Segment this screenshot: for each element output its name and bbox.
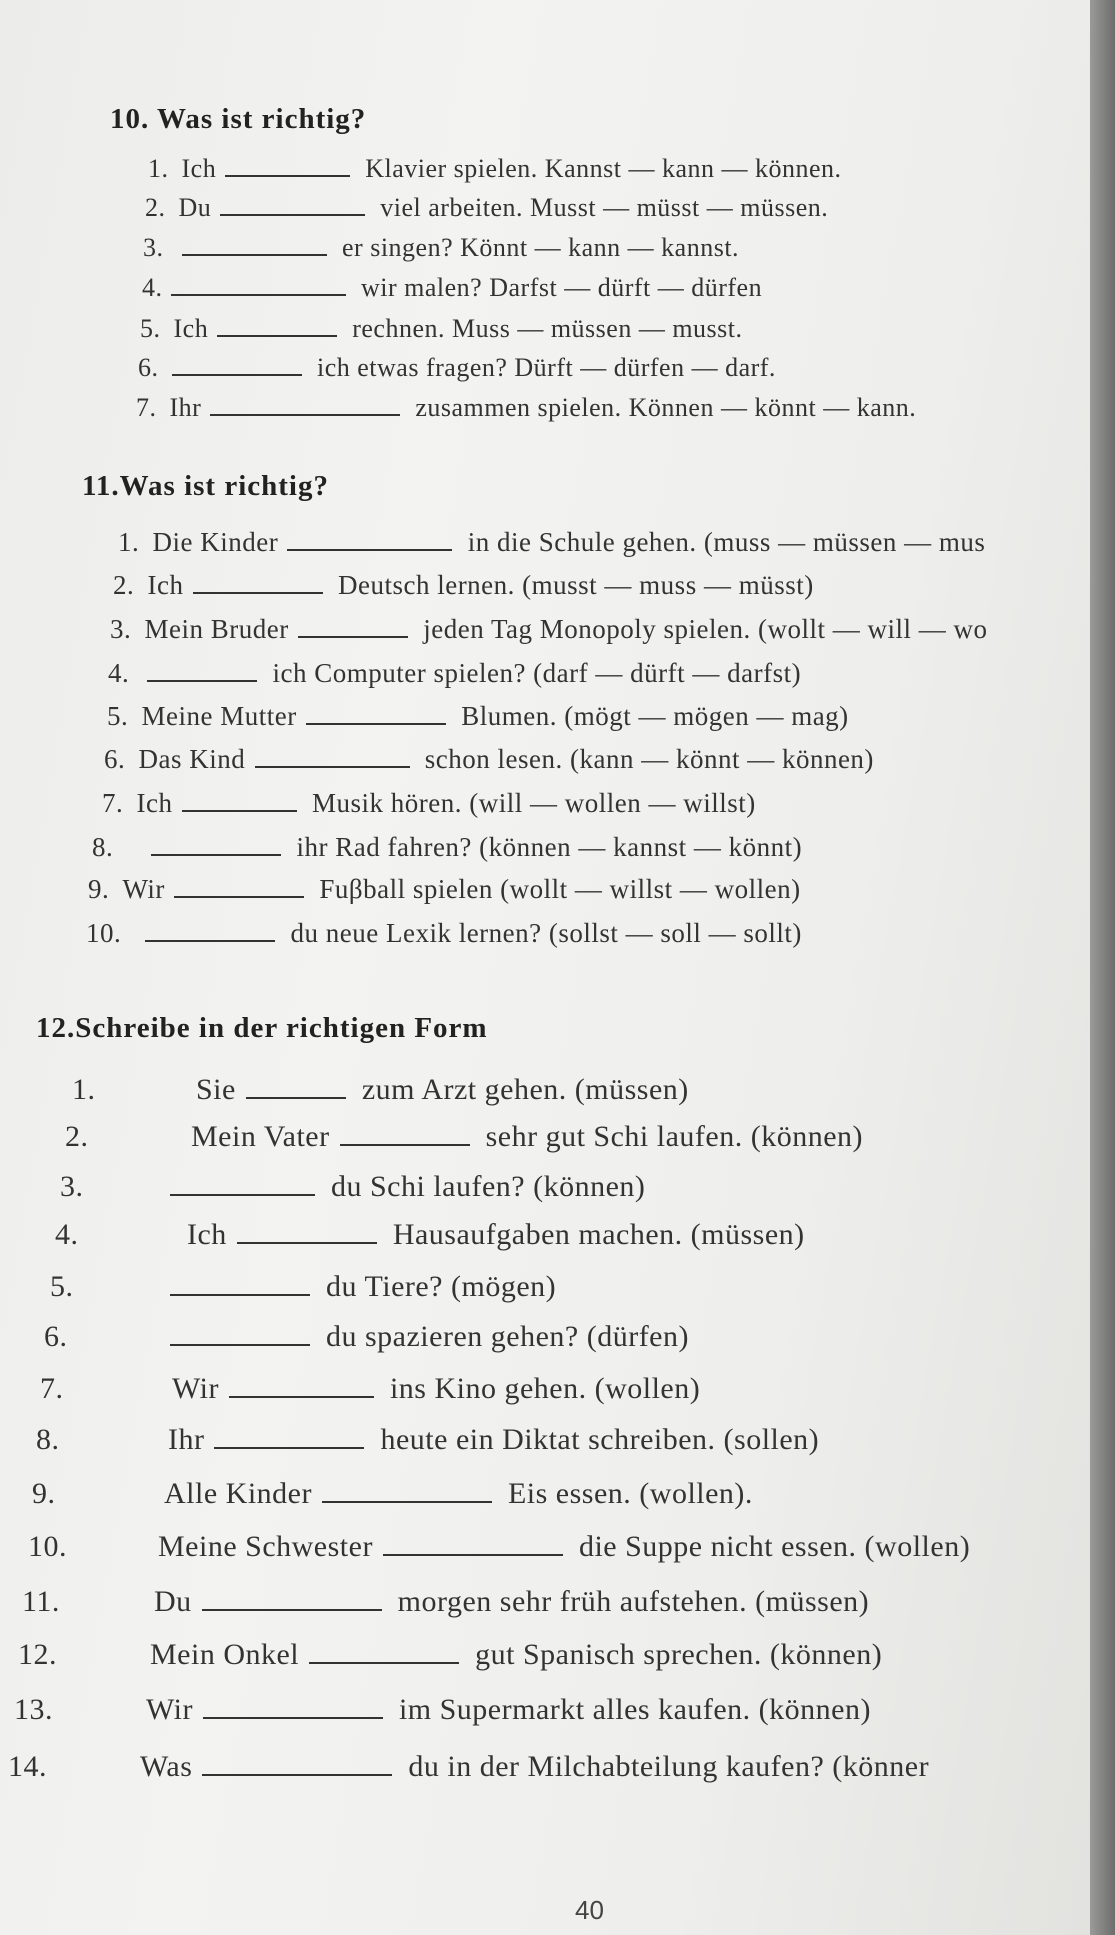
item-number: 3. bbox=[110, 614, 132, 644]
answer-blank[interactable] bbox=[225, 153, 350, 177]
answer-blank[interactable] bbox=[340, 1122, 470, 1146]
answer-blank[interactable] bbox=[220, 192, 365, 216]
item-number: 1. bbox=[118, 527, 140, 557]
answer-blank[interactable] bbox=[322, 1479, 492, 1503]
item-number: 1. bbox=[72, 1073, 96, 1106]
answer-blank[interactable] bbox=[172, 352, 302, 376]
item-number: 4. bbox=[142, 273, 163, 302]
item-subject: Was bbox=[140, 1750, 193, 1783]
item-text: sehr gut Schi laufen. (können) bbox=[485, 1120, 863, 1153]
section-11-title: 11.Was ist richtig? bbox=[82, 470, 329, 502]
item-text: zusammen spielen. Können — könnt — kann. bbox=[415, 393, 917, 422]
item-subject: Wir bbox=[122, 874, 165, 904]
s10-item-1 bbox=[148, 153, 842, 184]
s10-item-2 bbox=[145, 192, 828, 223]
s12-item-6 bbox=[44, 1320, 689, 1354]
item-text: du Schi laufen? (können) bbox=[331, 1170, 646, 1203]
item-text: Fuβball spielen (wollt — willst — wollen) bbox=[319, 874, 801, 904]
page-edge-shadow bbox=[1090, 0, 1115, 1935]
item-subject: Ich bbox=[173, 314, 209, 343]
page-number: 40 bbox=[575, 1895, 604, 1925]
answer-blank[interactable] bbox=[182, 788, 297, 812]
item-number: 8. bbox=[36, 1423, 60, 1456]
item-text: Klavier spielen. Kannst — kann — können. bbox=[365, 154, 842, 183]
item-subject: Du bbox=[178, 193, 212, 222]
item-text: in die Schule gehen. (muss — müssen — mus bbox=[467, 527, 986, 557]
answer-blank[interactable] bbox=[309, 1640, 459, 1664]
section-10-title: 10. Was ist richtig? bbox=[110, 103, 367, 135]
item-subject: Meine Mutter bbox=[141, 701, 297, 731]
item-text: rechnen. Muss — müssen — musst. bbox=[352, 314, 743, 343]
item-number: 4. bbox=[55, 1218, 79, 1251]
item-number: 10. bbox=[86, 918, 122, 948]
item-text: Deutsch lernen. (musst — muss — müsst) bbox=[337, 570, 814, 600]
item-subject: Ich bbox=[136, 788, 173, 818]
item-number: 7. bbox=[136, 393, 157, 422]
item-number: 2. bbox=[65, 1120, 89, 1153]
answer-blank[interactable] bbox=[151, 832, 281, 856]
item-text: morgen sehr früh aufstehen. (müssen) bbox=[397, 1585, 870, 1618]
s11-item-4 bbox=[108, 658, 801, 689]
s12-item-3 bbox=[60, 1170, 645, 1204]
item-text: viel arbeiten. Musst — müsst — müssen. bbox=[380, 193, 829, 222]
item-text: Eis essen. (wollen). bbox=[507, 1477, 753, 1510]
item-text: im Supermarkt alles kaufen. (können) bbox=[398, 1693, 871, 1726]
answer-blank[interactable] bbox=[170, 1172, 315, 1196]
item-text: du neue Lexik lernen? (sollst — soll — sollt) bbox=[290, 918, 802, 948]
item-number: 7. bbox=[102, 788, 124, 818]
s12-item-4 bbox=[55, 1218, 805, 1252]
s10-item-3 bbox=[143, 232, 739, 263]
s12-item-7 bbox=[40, 1372, 700, 1406]
item-number: 5. bbox=[140, 314, 161, 343]
s11-item-8 bbox=[92, 832, 802, 863]
item-number: 10. bbox=[28, 1530, 67, 1563]
s12-item-1 bbox=[72, 1073, 689, 1107]
item-subject: Du bbox=[154, 1585, 192, 1618]
item-text: gut Spanisch sprechen. (können) bbox=[475, 1638, 883, 1671]
item-text: Musik hören. (will — wollen — willst) bbox=[311, 788, 756, 818]
item-text: jeden Tag Monopoly spielen. (wollt — will — wo bbox=[423, 614, 988, 644]
item-text: heute ein Diktat schreiben. (sollen) bbox=[380, 1423, 820, 1456]
item-subject: Mein Bruder bbox=[144, 614, 289, 644]
answer-blank[interactable] bbox=[145, 918, 275, 942]
item-number: 3. bbox=[60, 1170, 84, 1203]
item-subject: Alle Kinder bbox=[164, 1477, 312, 1510]
item-number: 5. bbox=[107, 701, 129, 731]
item-number: 5. bbox=[50, 1270, 74, 1303]
item-text: du in der Milchabteilung kaufen? (könner bbox=[408, 1750, 930, 1783]
s11-item-9 bbox=[88, 874, 801, 905]
item-number: 9. bbox=[32, 1477, 56, 1510]
item-text: ihr Rad fahren? (können — kannst — könnt) bbox=[296, 832, 803, 862]
s10-item-5 bbox=[140, 313, 743, 344]
item-subject: Meine Schwester bbox=[158, 1530, 373, 1563]
item-subject: Das Kind bbox=[138, 744, 246, 774]
item-number: 3. bbox=[143, 233, 164, 262]
item-text: ich etwas fragen? Dürft — dürfen — darf. bbox=[317, 353, 776, 382]
s11-item-10 bbox=[86, 918, 802, 949]
answer-blank[interactable] bbox=[298, 614, 408, 638]
item-subject: Ihr bbox=[168, 1423, 205, 1456]
item-number: 14. bbox=[8, 1750, 47, 1783]
s12-item-8 bbox=[36, 1423, 819, 1457]
item-text: du Tiere? (mögen) bbox=[326, 1270, 557, 1303]
answer-blank[interactable] bbox=[287, 527, 452, 551]
item-subject: Ich bbox=[147, 570, 184, 600]
item-subject: Die Kinder bbox=[152, 527, 279, 557]
answer-blank[interactable] bbox=[214, 1425, 364, 1449]
s12-item-5 bbox=[50, 1270, 556, 1304]
item-subject: Ihr bbox=[169, 393, 202, 422]
answer-blank[interactable] bbox=[202, 1587, 382, 1611]
item-number: 6. bbox=[138, 353, 159, 382]
answer-blank[interactable] bbox=[202, 1752, 392, 1776]
item-text: zum Arzt gehen. (müssen) bbox=[361, 1073, 689, 1106]
s11-item-6 bbox=[104, 744, 874, 775]
item-text: Hausaufgaben machen. (müssen) bbox=[392, 1218, 805, 1251]
item-text: wir malen? Darfst — dürft — dürfen bbox=[361, 273, 763, 302]
answer-blank[interactable] bbox=[193, 570, 323, 594]
s12-item-12 bbox=[18, 1638, 882, 1672]
s12-item-10 bbox=[28, 1530, 970, 1564]
item-text: er singen? Könnt — kann — kannst. bbox=[342, 233, 740, 262]
answer-blank[interactable] bbox=[255, 744, 410, 768]
s12-item-14 bbox=[8, 1750, 929, 1784]
s11-item-5 bbox=[107, 701, 849, 732]
s11-item-1 bbox=[118, 527, 985, 558]
item-text: du spazieren gehen? (dürfen) bbox=[326, 1320, 689, 1353]
s11-item-7 bbox=[102, 788, 756, 819]
s12-item-11 bbox=[22, 1585, 869, 1619]
answer-blank[interactable] bbox=[217, 313, 337, 337]
item-number: 13. bbox=[14, 1693, 53, 1726]
item-number: 1. bbox=[148, 154, 169, 183]
s12-item-2 bbox=[65, 1120, 863, 1154]
item-subject: Sie bbox=[196, 1073, 236, 1106]
item-subject: Wir bbox=[172, 1372, 219, 1405]
answer-blank[interactable] bbox=[210, 392, 400, 416]
s11-item-2 bbox=[113, 570, 814, 601]
answer-blank[interactable] bbox=[174, 874, 304, 898]
s12-item-13 bbox=[14, 1693, 871, 1727]
item-text: ich Computer spielen? (darf — dürft — darfst) bbox=[272, 658, 802, 688]
answer-blank[interactable] bbox=[171, 272, 346, 296]
answer-blank[interactable] bbox=[383, 1532, 563, 1556]
answer-blank[interactable] bbox=[306, 701, 446, 725]
s10-item-7 bbox=[136, 392, 916, 423]
item-number: 2. bbox=[113, 570, 135, 600]
s11-item-3 bbox=[110, 614, 988, 645]
item-subject: Ich bbox=[187, 1218, 227, 1251]
item-text: Blumen. (mögt — mögen — mag) bbox=[461, 701, 849, 731]
s12-item-9 bbox=[32, 1477, 753, 1511]
s10-item-4 bbox=[142, 272, 762, 303]
item-subject: Ich bbox=[181, 154, 217, 183]
answer-blank[interactable] bbox=[147, 658, 257, 682]
item-number: 8. bbox=[92, 832, 114, 862]
item-number: 11. bbox=[22, 1585, 60, 1618]
item-subject: Wir bbox=[146, 1693, 193, 1726]
item-number: 2. bbox=[145, 193, 166, 222]
answer-blank[interactable] bbox=[170, 1322, 310, 1346]
answer-blank[interactable] bbox=[203, 1695, 383, 1719]
item-number: 6. bbox=[44, 1320, 68, 1353]
answer-blank[interactable] bbox=[182, 232, 327, 256]
answer-blank[interactable] bbox=[246, 1075, 346, 1099]
item-subject: Mein Onkel bbox=[150, 1638, 300, 1671]
item-subject: Mein Vater bbox=[191, 1120, 330, 1153]
item-number: 4. bbox=[108, 658, 130, 688]
item-number: 6. bbox=[104, 744, 126, 774]
item-number: 12. bbox=[18, 1638, 57, 1671]
s10-item-6 bbox=[138, 352, 776, 383]
answer-blank[interactable] bbox=[237, 1220, 377, 1244]
item-text: schon lesen. (kann — könnt — können) bbox=[424, 744, 874, 774]
item-number: 9. bbox=[88, 874, 110, 904]
item-number: 7. bbox=[40, 1372, 64, 1405]
item-text: ins Kino gehen. (wollen) bbox=[389, 1372, 701, 1405]
answer-blank[interactable] bbox=[170, 1272, 310, 1296]
section-12-title: 12.Schreibe in der richtigen Form bbox=[36, 1012, 488, 1044]
item-text: die Suppe nicht essen. (wollen) bbox=[578, 1530, 971, 1563]
answer-blank[interactable] bbox=[229, 1374, 374, 1398]
